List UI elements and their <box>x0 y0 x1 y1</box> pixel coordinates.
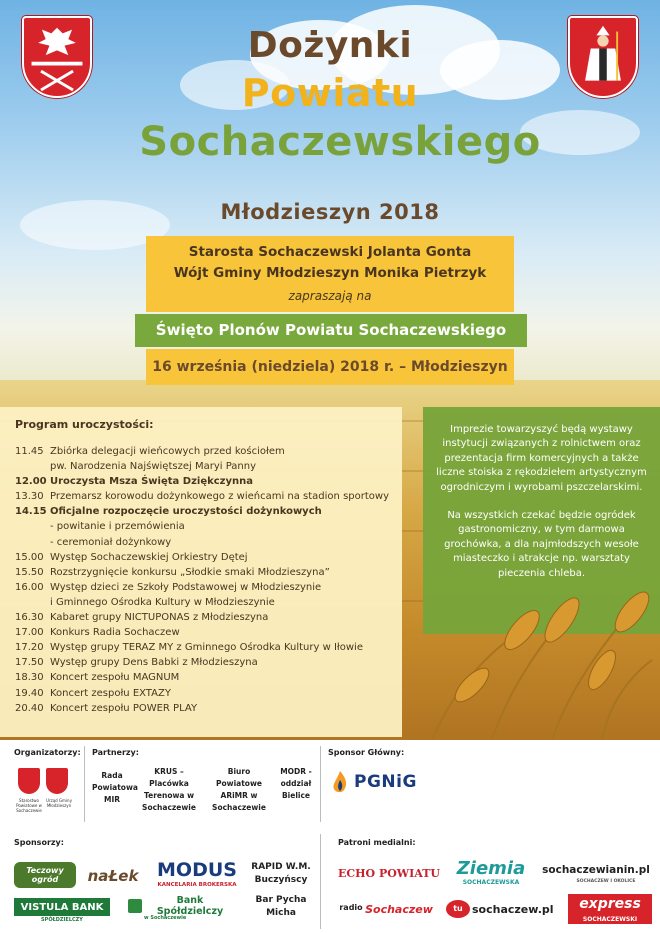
program-row <box>15 550 402 565</box>
host-2: Wójt Gminy Młodzieszyn Monika Pietrzyk <box>173 265 487 281</box>
program-item: pw. Narodzenia Najświętszej Maryi Panny <box>50 461 256 473</box>
media-express: express <box>568 894 652 914</box>
sponsor-pycha-micha: Bar Pycha Micha <box>255 895 307 918</box>
crest-caption-2: Urząd Gminy Młodzieszyn <box>46 798 72 808</box>
media-echo-powiatu: ECHO POWIATU <box>338 866 441 880</box>
organizers-section <box>14 748 82 822</box>
program-row <box>15 595 402 610</box>
sponsor-vistula-sub: SPÓŁDZIELCZY <box>41 917 83 923</box>
program-time: 13.30 <box>15 491 44 503</box>
program-time: 15.00 <box>15 551 44 563</box>
partners-label: Partnerzy: <box>92 748 139 757</box>
program-time: 19.40 <box>15 687 44 699</box>
program-time: 14.15 <box>15 506 47 518</box>
divider <box>320 834 321 929</box>
bank-logo-icon <box>128 899 142 913</box>
sponsor-rapid: RAPID W.M. Buczyńscy <box>251 862 311 885</box>
organizers-bar <box>0 740 660 828</box>
program-row <box>15 670 402 685</box>
event-name: Święto Plonów Powiatu Sochaczewskiego <box>135 314 527 347</box>
info-paragraph-1: Imprezie towarzyszyć będą wystawy instytucji związanych z rolnictwem oraz prezentacja firm komercyjnych a także liczne stoiska z rękodziełem artystycznym ogrodniczym i wyrobami pszczelarskimi. <box>436 424 647 493</box>
program-row <box>15 565 402 580</box>
program-row <box>15 459 402 474</box>
program-item: Koncert zespołu POWER PLAY <box>50 702 198 714</box>
program-item: Występ dzieci ze Szkoły Podstawowej w Młodzieszynie <box>50 581 322 593</box>
program-item: Zbiórka delegacji wieńcowych przed kościołem <box>50 446 285 457</box>
program-time: 17.50 <box>15 657 44 669</box>
program-item: Oficjalne rozpoczęcie uroczystości dożynkowych <box>50 506 322 518</box>
program-heading: Program uroczystości: <box>15 418 154 431</box>
crest-caption-1: Starostwo Powiatowe w Sochaczewie <box>16 798 42 813</box>
hosts-box <box>146 236 514 312</box>
program-item: Koncert zespołu EXTAZY <box>50 687 171 699</box>
program-time: 15.50 <box>15 566 44 578</box>
program-row <box>15 580 402 595</box>
program-item: Rozstrzygnięcie konkursu „Słodkie smaki Młodzieszyna” <box>50 566 330 578</box>
main-sponsor-label: Sponsor Główny: <box>328 748 405 757</box>
partner-arimr: Biuro Powiatowe ARiMR w Sochaczewie <box>212 767 266 812</box>
partner-krus: KRUS – Placówka Terenowa w Sochaczewie <box>142 767 196 812</box>
program-time <box>15 459 50 474</box>
program-time: 16.30 <box>15 612 44 624</box>
sponsor-modus: MODUS <box>157 859 237 881</box>
program-row <box>15 519 402 534</box>
title-line-1: Dożynki <box>247 25 413 66</box>
program-time <box>15 535 50 550</box>
host-1: Starosta Sochaczewski Jolanta Gonta <box>188 244 472 260</box>
program-time: 12.00 <box>15 476 47 488</box>
divider <box>84 746 85 822</box>
bishop-crest-icon <box>46 768 68 794</box>
program-row <box>15 504 402 519</box>
partner-mir: Rada Powiatowa MIR <box>92 771 138 804</box>
program-row <box>15 610 402 625</box>
program-time: 16.00 <box>15 581 44 593</box>
sponsor-bank-spoldzielczy: Bank Spółdzielczy <box>156 895 224 917</box>
wheat-ears-icon <box>402 590 660 740</box>
media-sochaczewianin-sub: SOCHACZEW I OKOLICE <box>576 879 636 884</box>
sponsor-vistula-bank: VISTULA BANK <box>14 898 110 916</box>
media-label: Patroni medialni: <box>338 838 416 847</box>
program-row <box>15 474 402 489</box>
program-item: - ceremoniał dożynkowy <box>50 536 172 548</box>
invite-text: zapraszają na <box>288 289 372 303</box>
program-row <box>15 686 402 701</box>
program-item: Uroczysta Msza Święta Dziękczynna <box>50 476 253 488</box>
media-radio: radio <box>339 902 363 912</box>
sponsor-bank-sub: w Sochaczewie <box>144 915 187 921</box>
program-row <box>15 489 402 504</box>
program-time: 18.30 <box>15 672 44 684</box>
program-row <box>15 701 402 716</box>
flame-icon <box>330 770 350 794</box>
pgnig-logo <box>330 770 417 794</box>
media-radio-sochaczew: Sochaczew <box>365 902 433 916</box>
tu-logo-icon: tu <box>446 900 470 918</box>
program-item: Występ grupy Dens Babki z Młodzieszyna <box>50 657 258 669</box>
sponsor-modus-sub: KANCELARIA BROKERSKA <box>157 882 237 888</box>
media-sochaczewianin: sochaczewianin.pl <box>542 864 650 876</box>
pgnig-name: PGNiG <box>354 772 417 792</box>
place-year: Młodzieszyn 2018 <box>220 200 440 224</box>
program-item: i Gminnego Ośrodka Kultury w Młodzieszynie <box>50 596 275 608</box>
program-time <box>15 595 50 610</box>
sponsor-nalek: naŁek <box>87 867 139 885</box>
media-ziemia: Ziemia <box>456 857 526 879</box>
sponsor-teczowy-ogrod: Teczowy ogród <box>14 862 76 888</box>
sponsors-bar <box>0 830 660 933</box>
media-tu-sochaczew: sochaczew.pl <box>472 902 554 916</box>
sponsors-label: Sponsorzy: <box>14 838 64 847</box>
program-time: 17.20 <box>15 642 44 654</box>
program-row <box>15 625 402 640</box>
program-item: Konkurs Radia Sochaczew <box>50 627 180 639</box>
program-item: Kabaret grupy NICTUPONAS z Młodzieszyna <box>50 612 269 624</box>
program-item: Przemarsz korowodu dożynkowego z wieńcami na stadion sportowy <box>50 491 389 503</box>
program-item: Koncert zespołu MAGNUM <box>50 672 180 684</box>
program-time: 17.00 <box>15 627 44 639</box>
program-row <box>15 640 402 655</box>
eagle-crest-icon <box>18 768 40 794</box>
media-ziemia-sub: SOCHACZEWSKA <box>462 878 520 886</box>
event-date: 16 września (niedziela) 2018 r. – Młodzieszyn <box>146 349 514 385</box>
organizers-label: Organizatorzy: <box>14 748 81 757</box>
program-item: Występ grupy TERAZ MY z Gminnego Ośrodka Kultury w Iłowie <box>50 642 363 654</box>
program-row <box>15 655 402 670</box>
program-time: 20.40 <box>15 702 44 714</box>
program-row <box>15 535 402 550</box>
program-list <box>15 444 402 716</box>
divider <box>320 746 321 822</box>
info-paragraph-2: Na wszystkich czekać będzie ogródek gastronomiczny, w tym darmowa grochówka, a dla najmłodszych wesołe miasteczko i atrakcje np. warsztaty pieczenia chleba. <box>444 510 639 579</box>
title-line-3: Sochaczewskiego <box>139 119 541 165</box>
partner-modr: MODR - oddział Bielice <box>280 767 312 800</box>
program-time: 11.45 <box>15 446 44 457</box>
program-time <box>15 519 50 534</box>
program-row <box>15 444 402 459</box>
program-item: Występ Sochaczewskiej Orkiestry Dętej <box>50 551 248 563</box>
partners-section <box>92 748 318 822</box>
title-line-2: Powiatu <box>241 71 419 115</box>
program-item: - powitanie i przemówienia <box>50 521 185 533</box>
program-panel <box>0 407 402 737</box>
media-express-sub: SOCHACZEWSKI <box>568 914 652 924</box>
